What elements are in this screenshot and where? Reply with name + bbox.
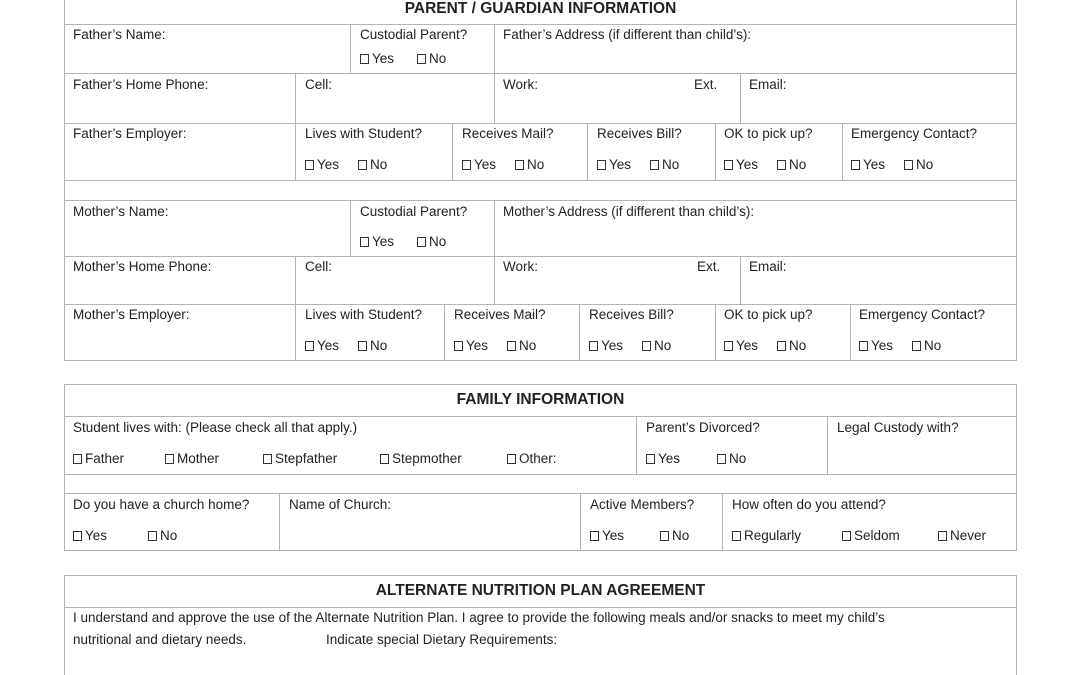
- attend-seldom-checkbox[interactable]: Seldom: [842, 528, 900, 544]
- mothers-name-label: Mother’s Name:: [73, 204, 169, 219]
- mother-receives-mail-label: Receives Mail?: [454, 307, 546, 322]
- checkbox-icon: [717, 454, 726, 464]
- parents-divorced-label: Parent’s Divorced?: [646, 420, 760, 435]
- father-bill-no[interactable]: No: [650, 157, 679, 173]
- mother-emergency-contact-label: Emergency Contact?: [859, 307, 986, 322]
- mother-receives-bill-label: Receives Bill?: [589, 307, 674, 322]
- church-home-yes[interactable]: Yes: [73, 528, 107, 544]
- father-lives-with-student-label: Lives with Student?: [305, 126, 423, 141]
- mother-custodial-yes[interactable]: Yes: [360, 234, 394, 250]
- checkbox-icon: [507, 341, 516, 351]
- father-cell-label: Cell:: [305, 77, 333, 92]
- attend-never-checkbox[interactable]: Never: [938, 528, 986, 544]
- lives-with-father-checkbox[interactable]: Father: [73, 451, 124, 467]
- fathers-address-label: Father’s Address (if different than child’s):: [503, 27, 752, 42]
- nutrition-plan-header: ALTERNATE NUTRITION PLAN AGREEMENT: [375, 582, 706, 599]
- checkbox-icon: [305, 160, 314, 170]
- father-custodial-parent-label: Custodial Parent?: [360, 27, 468, 42]
- active-members-label: Active Members?: [590, 497, 695, 512]
- father-ext-label: Ext.: [694, 77, 718, 92]
- father-email-label: Email:: [749, 77, 787, 92]
- mother-pickup-yes[interactable]: Yes: [724, 338, 758, 354]
- mother-custodial-no[interactable]: No: [417, 234, 446, 250]
- church-home-label: Do you have a church home?: [73, 497, 250, 512]
- mother-ok-to-pick-up-label: OK to pick up?: [724, 307, 813, 322]
- father-receives-mail-label: Receives Mail?: [462, 126, 554, 141]
- checkbox-icon: [358, 160, 367, 170]
- checkbox-icon: [597, 160, 606, 170]
- checkbox-icon: [851, 160, 860, 170]
- fathers-home-phone-label: Father’s Home Phone:: [73, 77, 209, 92]
- attend-regularly-checkbox[interactable]: Regularly: [732, 528, 801, 544]
- checkbox-icon: [515, 160, 524, 170]
- mother-work-label: Work:: [503, 259, 539, 274]
- active-members-no[interactable]: No: [660, 528, 689, 544]
- father-bill-yes[interactable]: Yes: [597, 157, 631, 173]
- mother-bill-no[interactable]: No: [642, 338, 671, 354]
- mother-cell-label: Cell:: [305, 259, 333, 274]
- checkbox-icon: [589, 341, 598, 351]
- father-custodial-yes[interactable]: Yes: [360, 51, 394, 67]
- nutrition-agreement-line-1: I understand and approve the use of the Alternate Nutrition Plan. I agree to provide the following meals and/or snacks to meet my child’s: [73, 610, 885, 625]
- checkbox-icon: [732, 531, 741, 541]
- father-pickup-yes[interactable]: Yes: [724, 157, 758, 173]
- how-often-label: How often do you attend?: [732, 497, 886, 512]
- legal-custody-label: Legal Custody with?: [837, 420, 959, 435]
- mother-mail-no[interactable]: No: [507, 338, 536, 354]
- mother-lives-no[interactable]: No: [358, 338, 387, 354]
- father-emergency-no[interactable]: No: [904, 157, 933, 173]
- mother-email-label: Email:: [749, 259, 787, 274]
- checkbox-icon: [462, 160, 471, 170]
- mother-bill-yes[interactable]: Yes: [589, 338, 623, 354]
- checkbox-icon: [305, 341, 314, 351]
- father-work-label: Work:: [503, 77, 539, 92]
- father-pickup-no[interactable]: No: [777, 157, 806, 173]
- checkbox-icon: [417, 54, 426, 64]
- lives-with-mother-checkbox[interactable]: Mother: [165, 451, 219, 467]
- dietary-requirements-label: Indicate special Dietary Requirements:: [326, 632, 558, 647]
- checkbox-icon: [724, 341, 733, 351]
- checkbox-icon: [724, 160, 733, 170]
- checkbox-icon: [380, 454, 389, 464]
- checkbox-icon: [148, 531, 157, 541]
- checkbox-icon: [417, 237, 426, 247]
- checkbox-icon: [777, 341, 786, 351]
- active-members-yes[interactable]: Yes: [590, 528, 624, 544]
- divorced-yes[interactable]: Yes: [646, 451, 680, 467]
- checkbox-icon: [360, 237, 369, 247]
- divorced-no[interactable]: No: [717, 451, 746, 467]
- father-emergency-yes[interactable]: Yes: [851, 157, 885, 173]
- family-information-header: FAMILY INFORMATION: [456, 391, 625, 408]
- father-mail-yes[interactable]: Yes: [462, 157, 496, 173]
- parent-guardian-header: PARENT / GUARDIAN INFORMATION: [404, 0, 677, 17]
- mother-mail-yes[interactable]: Yes: [454, 338, 488, 354]
- nutrition-agreement-line-2: nutritional and dietary needs.: [73, 632, 247, 647]
- fathers-employer-label: Father’s Employer:: [73, 126, 187, 141]
- mother-lives-with-student-label: Lives with Student?: [305, 307, 423, 322]
- checkbox-icon: [777, 160, 786, 170]
- mothers-home-phone-label: Mother’s Home Phone:: [73, 259, 212, 274]
- checkbox-icon: [590, 531, 599, 541]
- father-receives-bill-label: Receives Bill?: [597, 126, 682, 141]
- name-of-church-label: Name of Church:: [289, 497, 392, 512]
- checkbox-icon: [73, 454, 82, 464]
- mother-lives-yes[interactable]: Yes: [305, 338, 339, 354]
- church-home-no[interactable]: No: [148, 528, 177, 544]
- lives-with-stepfather-checkbox[interactable]: Stepfather: [263, 451, 337, 467]
- checkbox-icon: [73, 531, 82, 541]
- checkbox-icon: [358, 341, 367, 351]
- mothers-employer-label: Mother’s Employer:: [73, 307, 190, 322]
- checkbox-icon: [646, 454, 655, 464]
- mother-custodial-parent-label: Custodial Parent?: [360, 204, 468, 219]
- mother-emergency-no[interactable]: No: [912, 338, 941, 354]
- checkbox-icon: [642, 341, 651, 351]
- mothers-address-label: Mother’s Address (if different than child’s):: [503, 204, 755, 219]
- checkbox-icon: [859, 341, 868, 351]
- fathers-name-label: Father’s Name:: [73, 27, 166, 42]
- mother-emergency-yes[interactable]: Yes: [859, 338, 893, 354]
- mother-ext-label: Ext.: [697, 259, 721, 274]
- father-lives-no[interactable]: No: [358, 157, 387, 173]
- checkbox-icon: [660, 531, 669, 541]
- lives-with-stepmother-checkbox[interactable]: Stepmother: [380, 451, 462, 467]
- lives-with-other-checkbox[interactable]: Other:: [507, 451, 557, 467]
- father-lives-yes[interactable]: Yes: [305, 157, 339, 173]
- father-mail-no[interactable]: No: [515, 157, 544, 173]
- checkbox-icon: [263, 454, 272, 464]
- checkbox-icon: [912, 341, 921, 351]
- checkbox-icon: [165, 454, 174, 464]
- checkbox-icon: [507, 454, 516, 464]
- student-lives-with-label: Student lives with: (Please check all that apply.): [73, 420, 358, 435]
- checkbox-icon: [842, 531, 851, 541]
- father-ok-to-pick-up-label: OK to pick up?: [724, 126, 813, 141]
- mother-pickup-no[interactable]: No: [777, 338, 806, 354]
- checkbox-icon: [938, 531, 947, 541]
- checkbox-icon: [454, 341, 463, 351]
- checkbox-icon: [904, 160, 913, 170]
- checkbox-icon: [360, 54, 369, 64]
- father-custodial-no[interactable]: No: [417, 51, 446, 67]
- father-emergency-contact-label: Emergency Contact?: [851, 126, 978, 141]
- checkbox-icon: [650, 160, 659, 170]
